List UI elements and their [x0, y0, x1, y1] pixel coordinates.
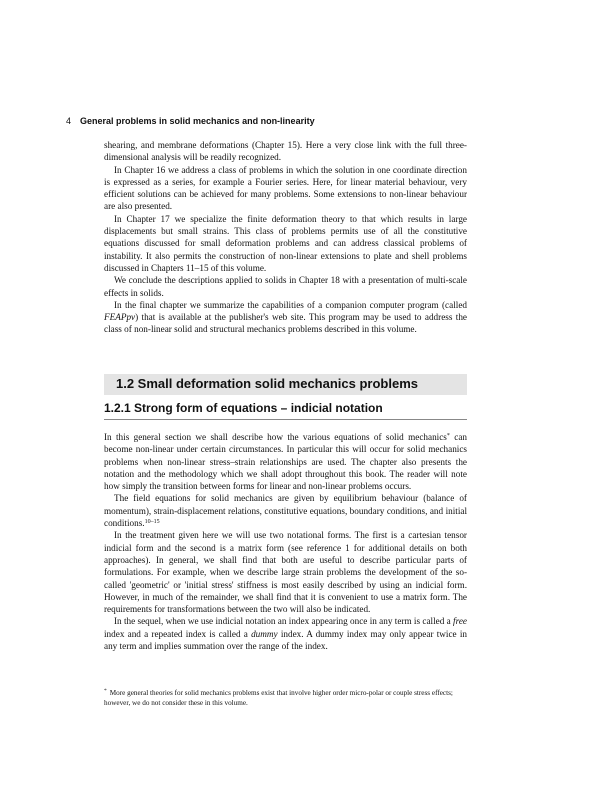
- paragraph-shearing: shearing, and membrane deformations (Chapter 15). Here a very close link with the full three-dimensional analysis will be readily recognized.: [104, 140, 467, 163]
- section-title: 1.2 Small deformation solid mechanics problems: [116, 376, 418, 391]
- paragraph-indicial-notation: In the sequel, when we use indicial notation an index appearing once in any term is called a free index and a repeated index is called a dummy index. A dummy index may only appear twice in any term and implies summation over the range of the index.: [104, 616, 467, 652]
- paragraph-chapter-18: We conclude the descriptions applied to solids in Chapter 18 with a presentation of multi-scale effects in solids.: [104, 275, 467, 298]
- footnote-text: More general theories for solid mechanics problems exist that involve higher order micro-polar or couple stress effects; however, we do not consider these in this volume.: [104, 689, 453, 707]
- subsection-title: 1.2.1 Strong form of equations – indicial notation: [104, 401, 383, 415]
- running-head: [66, 116, 315, 126]
- citation-refs: 10–15: [144, 519, 160, 526]
- paragraph-chapter-16: In Chapter 16 we address a class of problems in which the solution in one coordinate direction is expressed as a series, for example a Fourier series. Here, for linear material behaviour, very efficient solutions can be achieved for many problems. Some extensions to non-linear behaviour are also presented.: [104, 164, 467, 212]
- footnote-reference: *: [446, 433, 450, 439]
- footnote: [104, 686, 467, 708]
- section-text-block: [104, 431, 467, 652]
- intro-text-block: [104, 139, 467, 336]
- term-dummy: dummy: [251, 628, 278, 639]
- paragraph-general-section: In this general section we shall describe how the various equations of solid mechanics* can become non-linear under certain circumstances. In particular this will occur for solid mechanics problems when non-linear stress–strain relationships are used. The chapter also presents the notation and the methodology which we shall adopt throughout this book. The reader will note how simply the transition between forms for linear and non-linear problems occurs.: [104, 432, 467, 492]
- running-head-title: General problems in solid mechanics and non-linearity: [80, 116, 315, 126]
- paragraph-notational-forms: In the treatment given here we will use two notational forms. The first is a cartesian tensor indicial form and the second is a matrix form (see reference 1 for additional details on both approaches). In general, we shall find that both are useful to describe particular parts of formulations. For example, when we describe large strain problems the development of the so-called 'geometric' or 'initial stress' stiffness is most easily described by using an indicial form. However, in much of the remainder, we shall find that it is convenient to use a matrix form. The requirements for transformations between the two will also be indicated.: [104, 530, 467, 615]
- paragraph-chapter-17: In Chapter 17 we specialize the finite deformation theory to that which results in large displacements but small strains. This class of problems permits use of all the constitutive equations discussed for small deformation problems and can address classical problems of instability. It also permits the construction of non-linear extensions to plate and shell problems discussed in Chapters 11–15 of this volume.: [104, 213, 467, 273]
- footnote-mark: *: [104, 688, 107, 694]
- subsection-rule: [104, 419, 467, 420]
- term-free: free: [453, 616, 467, 627]
- page-number: 4: [66, 116, 72, 126]
- program-name: FEAPpv: [104, 312, 136, 323]
- paragraph-field-equations: The field equations for solid mechanics are given by equilibrium behaviour (balance of momentum), strain-displacement relations, constitutive equations, boundary conditions, and initial conditions.$^{10-15}$: [104, 493, 467, 529]
- paragraph-final-chapter: In the final chapter we summarize the capabilities of a companion computer program (called FEAPpv) that is available at the publisher's web site. This program may be used to address the class of non-linear solid and structural mechanics problems described in this volume.: [104, 299, 467, 335]
